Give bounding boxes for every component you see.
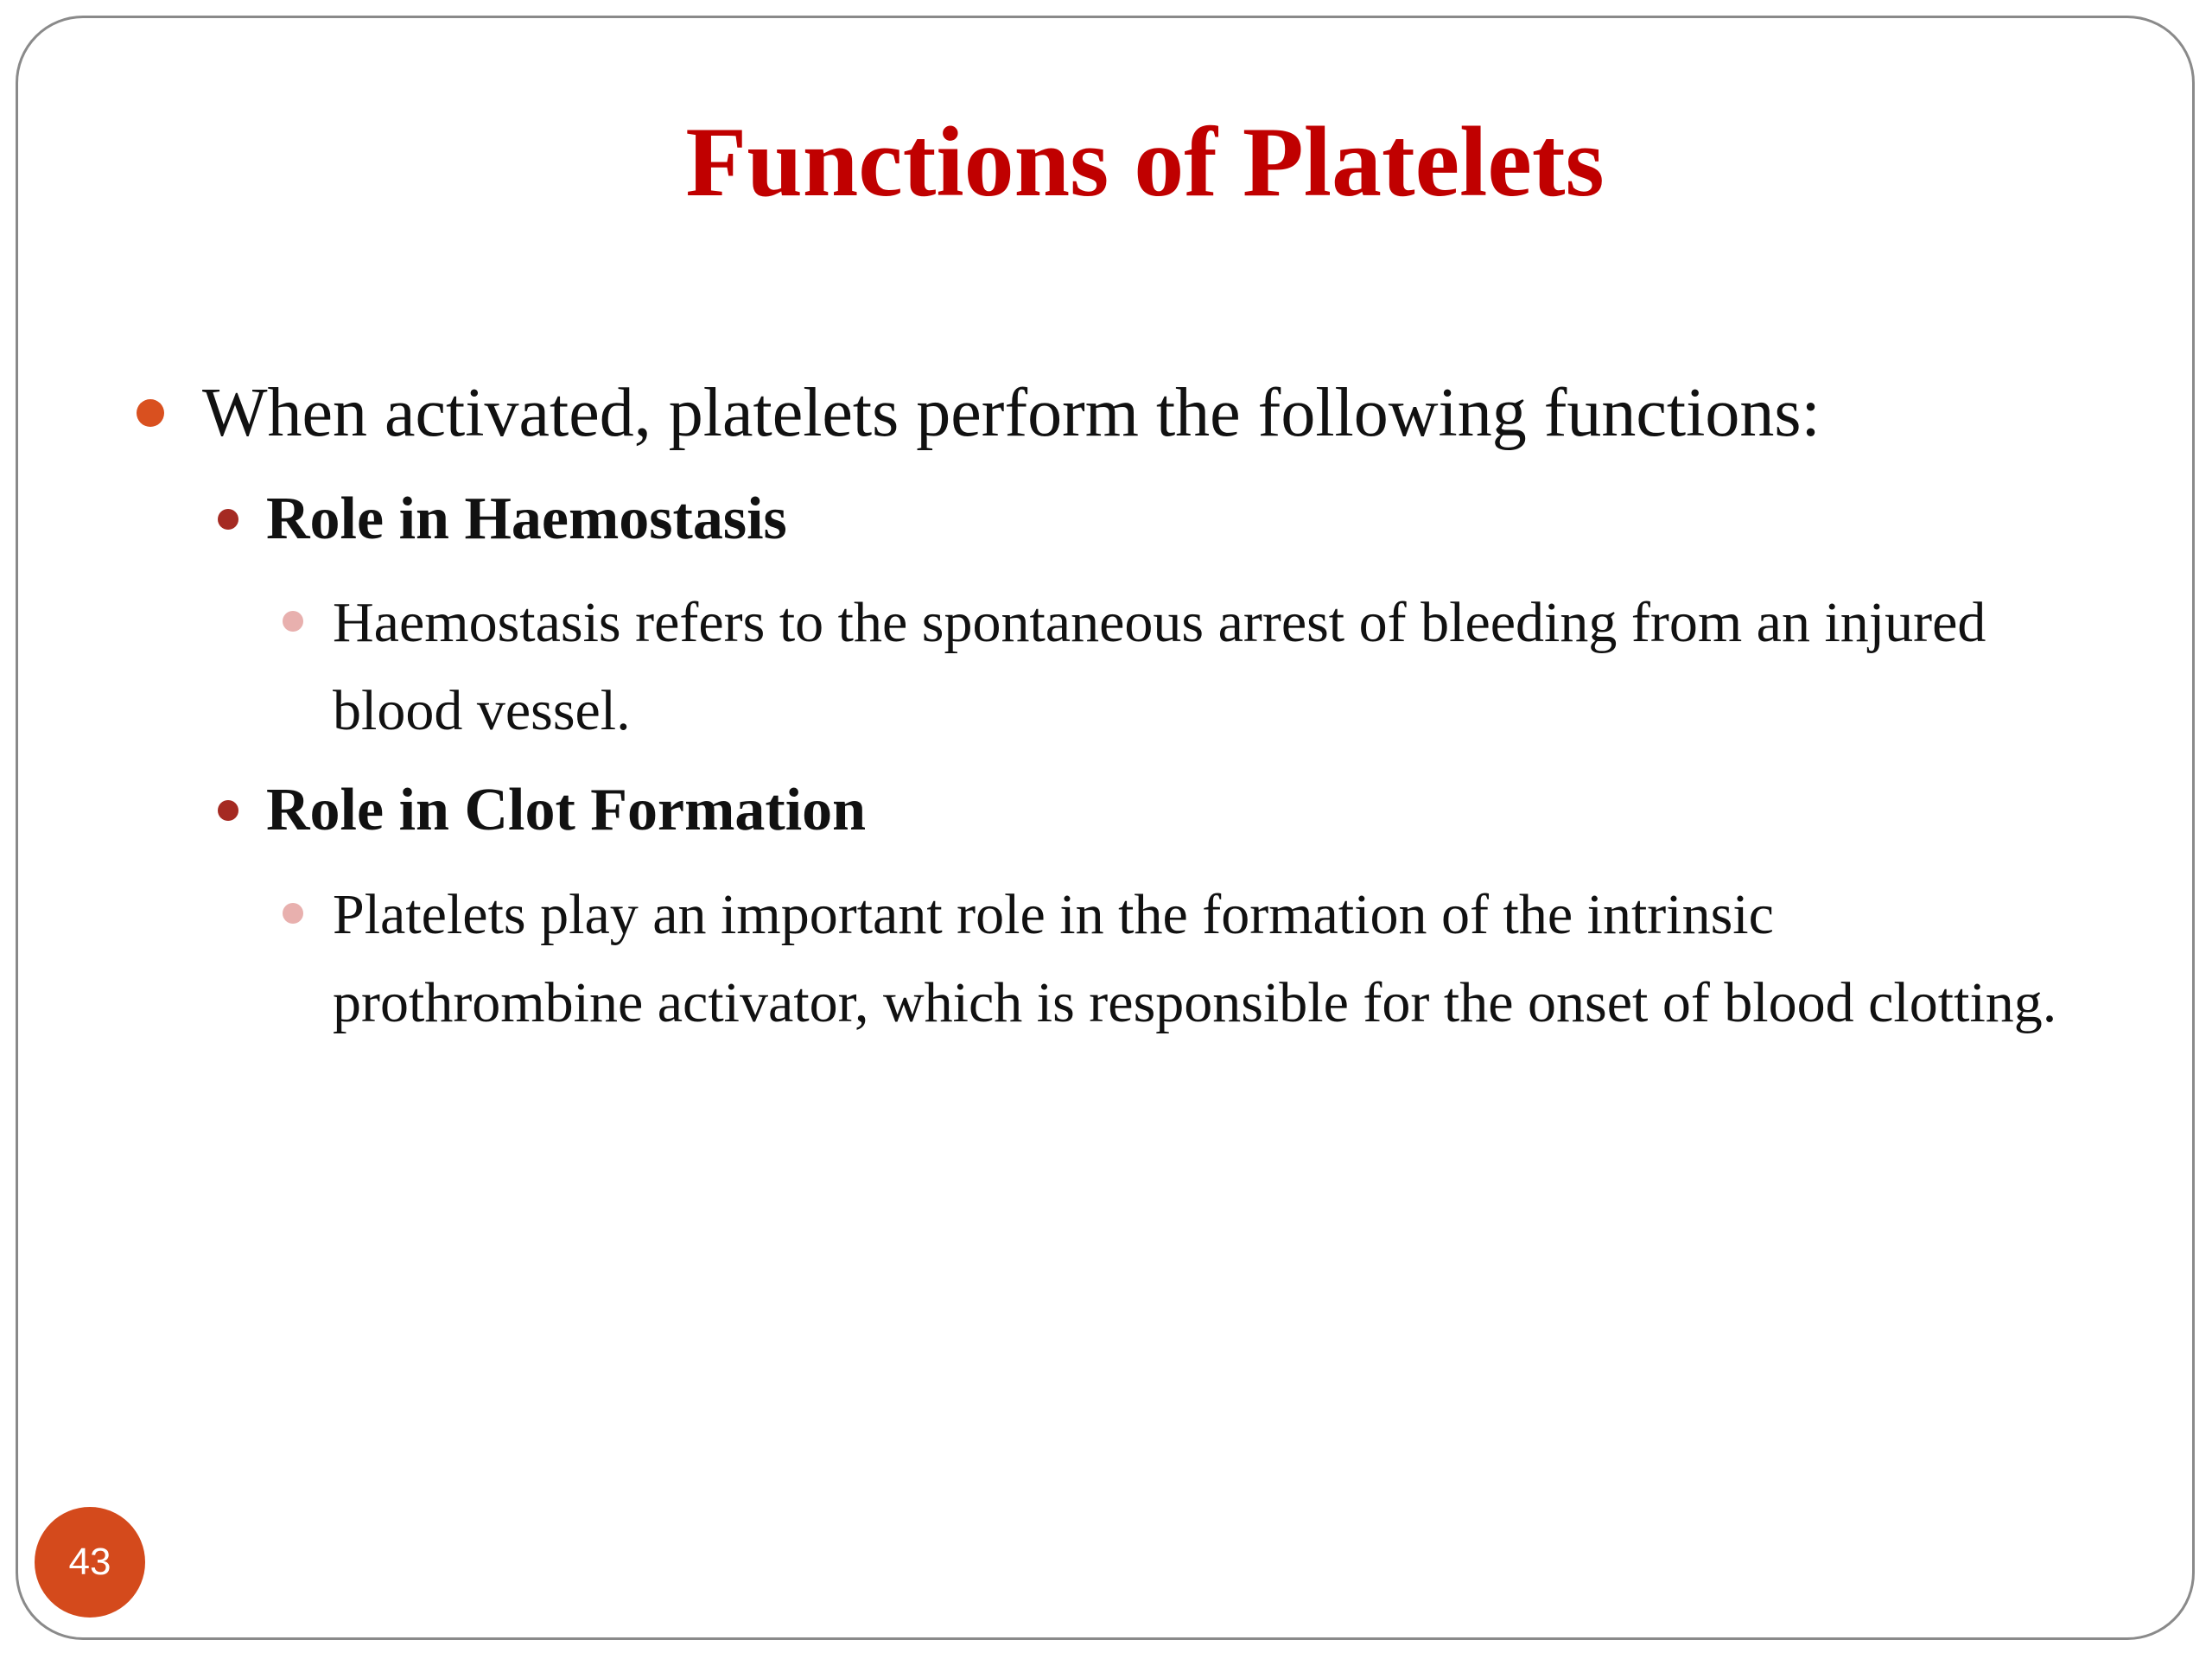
bullet-haemostasis-heading bbox=[266, 480, 787, 558]
bullet-clot-detail bbox=[333, 871, 2078, 1047]
bullet-dot-level2 bbox=[218, 800, 238, 821]
page-number-text: 43 bbox=[68, 1541, 111, 1583]
bullet-dot-level2 bbox=[218, 509, 238, 530]
bullet-intro bbox=[202, 370, 1821, 456]
bullet-haemostasis-heading-text: Role in Haemostasis bbox=[266, 486, 787, 552]
bullet-clot-heading bbox=[266, 772, 866, 849]
slide-title: Functions of Platelets bbox=[685, 107, 1605, 218]
bullet-clot-heading-text: Role in Clot Formation bbox=[266, 777, 867, 843]
bullet-clot-detail-text: Platelets play an important role in the formation of the intrinsic prothrombine activator, which is responsible for the onset of blood clotting. bbox=[333, 883, 2057, 1034]
bullet-dot-level3 bbox=[283, 611, 303, 632]
bullet-haemostasis-detail bbox=[333, 579, 2078, 755]
bullet-dot-level3 bbox=[283, 903, 303, 924]
bullet-intro-text: When activated, platelets perform the following functions: bbox=[202, 375, 1821, 451]
page-number-badge bbox=[35, 1507, 145, 1618]
bullet-dot-level1 bbox=[137, 399, 164, 427]
bullet-haemostasis-detail-text: Haemostasis refers to the spontaneous arrest of bleeding from an injured blood vessel. bbox=[333, 591, 1986, 742]
